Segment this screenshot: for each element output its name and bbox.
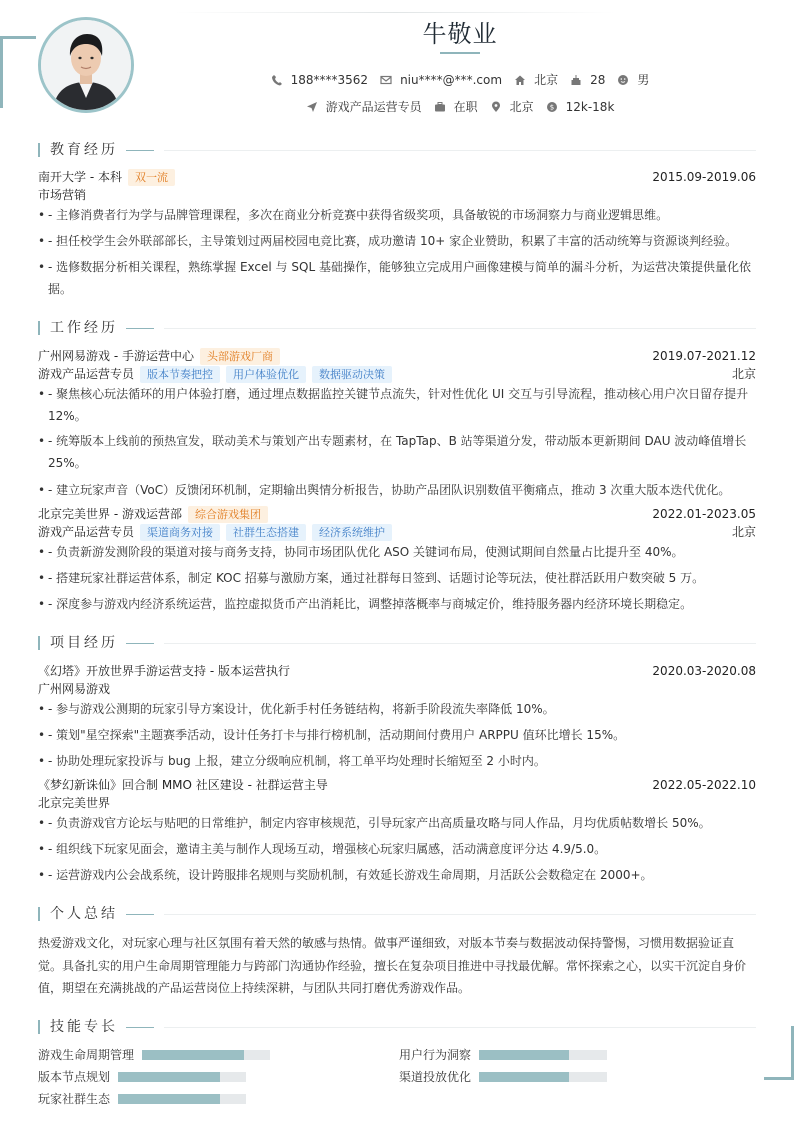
location-text: 北京: [534, 73, 559, 87]
phone-item: [271, 73, 368, 87]
job-dates: 2022.01-2023.05: [652, 507, 756, 521]
age-item: [570, 73, 605, 87]
svg-text:$: $: [549, 103, 554, 112]
section-marker: [38, 907, 40, 921]
project-title: 《幻塔》开放世界手游运营支持 - 版本运营执行: [38, 664, 290, 678]
skill-tag: 数据驱动决策: [312, 366, 392, 383]
skill-tag: 社群生态搭建: [226, 524, 306, 541]
section-marker: [38, 143, 40, 157]
list-item: • - 参与游戏公测期的玩家引导方案设计，优化新手村任务链结构，将新手阶段流失率降低 10%。: [38, 702, 555, 716]
job-intent-row: [0, 98, 794, 115]
project-org: 广州网易游戏: [38, 682, 111, 696]
candidate-name: 牛敬业: [422, 20, 498, 48]
section-accent-line: [126, 150, 154, 151]
skill-tag: 经济系统维护: [312, 524, 392, 541]
mail-icon: [380, 74, 392, 86]
project-dates: 2020.03-2020.08: [652, 664, 756, 678]
skill-label: 游戏生命周期管理: [38, 1048, 135, 1062]
expected-salary: 12k-18k: [565, 99, 615, 114]
list-item: • - 建立玩家声音（VoC）反馈闭环机制，定期输出舆情分析报告，协助产品团队识别数值平衡痛点，推动 3 次重大版本迭代优化。: [38, 483, 731, 497]
corner-decoration-bottom-right: [764, 1026, 794, 1080]
list-item: • - 搭建玩家社群运营体系，制定 KOC 招募与激励方案，通过社群每日签到、话题讨论等玩法，使社群活跃用户数突破 5 万。: [38, 571, 705, 585]
skill-label: 用户行为洞察: [399, 1048, 472, 1062]
section-marker: [38, 321, 40, 335]
project-header: [38, 662, 756, 680]
section-title: 工作经历: [50, 320, 118, 336]
position-item: [306, 98, 422, 115]
list-item: • - 负责新游发测阶段的渠道对接与商务支持，协同市场团队优化 ASO 关键词布局，使测试期间自然量占比提升至 40%。: [38, 545, 684, 559]
target-position: 游戏产品运营专员: [325, 100, 422, 114]
skill-bar-fill: [118, 1094, 220, 1104]
skill-tag: 版本节奏把控: [140, 366, 220, 383]
job-city: 北京: [731, 525, 756, 539]
list-item: • - 统筹版本上线前的预热宣发，联动美术与策划产出专题素材，在 TapTap、B 站等渠道分发，带动版本更新期间 DAU 波动峰值增长 25%。: [38, 434, 747, 470]
section-summary: [38, 904, 756, 924]
age-text: 28: [590, 72, 606, 87]
list-item: • - 深度参与游戏内经济系统运营，监控虚拟货币产出消耗比，调整掉落概率与商城定价，维持服务器内经济环境长期稳定。: [38, 597, 693, 611]
salary-item: [546, 100, 615, 114]
job-role: 游戏产品运营专员: [38, 367, 135, 381]
gender-item: [617, 71, 649, 88]
job-role: 游戏产品运营专员: [38, 525, 135, 539]
section-title: 教育经历: [50, 142, 118, 158]
contact-row: [0, 71, 794, 88]
section-work: [38, 318, 756, 338]
bullet-text: - 选修数据分析相关课程，熟练掌握 Excel 与 SQL 基础操作，能够独立完成用户画像建模与简单的漏斗分析，为运营决策提供量化依据。: [48, 260, 751, 296]
target-city: 北京: [509, 100, 534, 114]
skill-bar: [142, 1050, 270, 1060]
bullet-text: - 策划"星空探索"主题赛季活动，设计任务打卡与排行榜机制，活动期间付费用户 ARPPU 值环比增长 15%。: [48, 728, 626, 742]
list-item: • - 主修消费者行为学与品牌管理课程，多次在商业分析竞赛中获得省级奖项，具备敏锐的市场洞察力与商业逻辑思维。: [38, 208, 669, 222]
bullet-text: - 运营游戏内公会战系统，设计跨服排名规则与奖励机制，有效延长游戏生命周期，月活跃公会数稳定在 2000+。: [48, 868, 653, 882]
skill-bar-fill: [479, 1050, 569, 1060]
skill-bar-fill: [142, 1050, 244, 1060]
job-dates: 2019.07-2021.12: [652, 349, 756, 363]
job-city: 北京: [731, 367, 756, 381]
education-major-line: [38, 186, 756, 204]
phone-number: 188****3562: [290, 72, 369, 87]
face-icon: [617, 74, 629, 86]
skill-label: 玩家社群生态: [38, 1092, 111, 1106]
bullet-text: - 负责新游发测阶段的渠道对接与商务支持，协同市场团队优化 ASO 关键词布局，使测试期间自然量占比提升至 40%。: [48, 545, 684, 559]
section-skills: [38, 1017, 756, 1037]
skill-bar-fill: [118, 1072, 220, 1082]
bullet-text: - 负责游戏官方论坛与贴吧的日常维护，制定内容审核规范，引导玩家产出高质量攻略与同人作品，月均优质帖数增长 50%。: [48, 816, 711, 830]
company-tag: 头部游戏厂商: [200, 348, 280, 365]
project-header: [38, 776, 756, 794]
list-item: • - 组织线下玩家见面会，邀请主美与制作人现场互动，增强核心玩家归属感，活动满意度评分达 4.9/5.0。: [38, 842, 607, 856]
list-item: • - 选修数据分析相关课程，熟练掌握 Excel 与 SQL 基础操作，能够独立完成用户画像建模与简单的漏斗分析，为运营决策提供量化依据。: [38, 260, 751, 296]
education-header: [38, 168, 756, 186]
skill-tag: 渠道商务对接: [140, 524, 220, 541]
cake-icon: [570, 74, 582, 86]
status-item: [434, 98, 478, 115]
skill-bar: [479, 1072, 607, 1082]
section-marker: [38, 1020, 40, 1034]
bullet-text: - 主修消费者行为学与品牌管理课程，多次在商业分析竞赛中获得省级奖项，具备敏锐的市场洞察力与商业逻辑思维。: [48, 208, 669, 222]
bullet-text: - 搭建玩家社群运营体系，制定 KOC 招募与激励方案，通过社群每日签到、话题讨论等玩法，使社群活跃用户数突破 5 万。: [48, 571, 705, 585]
skill-bar-fill: [479, 1072, 569, 1082]
section-education: [38, 140, 756, 160]
bullet-text: - 担任校学生会外联部部长，主导策划过两届校园电竞比赛，成功邀请 10+ 家企业赞助，积累了丰富的活动统筹与资源谈判经验。: [48, 234, 738, 248]
phone-icon: [271, 74, 283, 86]
bullet-text: - 建立玩家声音（VoC）反馈闭环机制，定期输出舆情分析报告，协助产品团队识别数值平衡痛点，推动 3 次重大版本迭代优化。: [48, 483, 731, 497]
name-underline: [440, 52, 480, 54]
job-role-line: [38, 523, 756, 541]
briefcase-icon: [434, 101, 446, 113]
bullet-text: - 参与游戏公测期的玩家引导方案设计，优化新手村任务链结构，将新手阶段流失率降低 10%。: [48, 702, 555, 716]
skill-label: 版本节点规划: [38, 1070, 111, 1084]
company-name: 北京完美世界 - 游戏运营部: [38, 507, 182, 521]
project-org-line: [38, 794, 756, 812]
bullet-text: - 统筹版本上线前的预热宣发，联动美术与策划产出专题素材，在 TapTap、B 站等渠道分发，带动版本更新期间 DAU 波动峰值增长 25%。: [48, 434, 747, 470]
bullet-text: - 组织线下玩家见面会，邀请主美与制作人现场互动，增强核心玩家归属感，活动满意度评分达 4.9/5.0。: [48, 842, 607, 856]
skill-bar: [118, 1094, 246, 1104]
education-dates: 2015.09-2019.06: [652, 170, 756, 184]
list-item: • - 聚焦核心玩法循环的用户体验打磨，通过埋点数据监控关键节点流失，针对性优化 UI 交互与引导流程，推动核心用户次日留存提升 12%。: [38, 387, 749, 423]
major: 市场营销: [38, 188, 87, 202]
bullet-text: - 深度参与游戏内经济系统运营，监控虚拟货币产出消耗比，调整掉落概率与商城定价，维持服务器内经济环境长期稳定。: [48, 597, 693, 611]
section-rule: [164, 328, 756, 329]
avatar-photo: [41, 20, 131, 110]
map-pin-icon: [490, 101, 502, 113]
email-address: niu****@***.com: [400, 72, 503, 87]
company-tag: 综合游戏集团: [188, 506, 268, 523]
section-accent-line: [126, 914, 154, 915]
bullet-text: - 协助处理玩家投诉与 bug 上报，建立分级响应机制，将工单平均处理时长缩短至 2 小时内。: [48, 754, 546, 768]
header-divider: [175, 12, 615, 13]
list-item: • - 运营游戏内公会战系统，设计跨服排名规则与奖励机制，有效延长游戏生命周期，月活跃公会数稳定在 2000+。: [38, 868, 653, 882]
bullet-text: - 聚焦核心玩法循环的用户体验打磨，通过埋点数据监控关键节点流失，针对性优化 UI 交互与引导流程，推动核心用户次日留存提升 12%。: [48, 387, 749, 423]
section-projects: [38, 633, 756, 653]
home-icon: [514, 74, 526, 86]
city-item: [490, 98, 534, 115]
project-org-line: [38, 680, 756, 698]
project-dates: 2022.05-2022.10: [652, 778, 756, 792]
list-item: • - 负责游戏官方论坛与贴吧的日常维护，制定内容审核规范，引导玩家产出高质量攻略与同人作品，月均优质帖数增长 50%。: [38, 816, 711, 830]
skill-bar: [479, 1050, 607, 1060]
section-accent-line: [126, 328, 154, 329]
section-title: 项目经历: [50, 635, 118, 651]
section-rule: [164, 1027, 756, 1028]
list-item: • - 担任校学生会外联部部长，主导策划过两届校园电竞比赛，成功邀请 10+ 家企业赞助，积累了丰富的活动统筹与资源谈判经验。: [38, 234, 738, 248]
gender-text: 男: [637, 73, 650, 87]
list-item: • - 策划"星空探索"主题赛季活动，设计任务打卡与排行榜机制，活动期间付费用户 ARPPU 值环比增长 15%。: [38, 728, 626, 742]
section-title: 技能专长: [50, 1019, 118, 1035]
section-rule: [164, 914, 756, 915]
job-header: [38, 347, 756, 365]
company-name: 广州网易游戏 - 手游运营中心: [38, 349, 194, 363]
section-accent-line: [126, 643, 154, 644]
skill-bar: [118, 1072, 246, 1082]
project-title: 《梦幻新诛仙》回合制 MMO 社区建设 - 社群运营主导: [38, 778, 328, 792]
school-name: 南开大学 - 本科: [38, 170, 122, 184]
job-role-line: [38, 365, 756, 383]
skill-label: 渠道投放优化: [399, 1070, 472, 1084]
email-item: [380, 73, 502, 87]
project-org: 北京完美世界: [38, 796, 111, 810]
section-rule: [164, 150, 756, 151]
section-accent-line: [126, 1027, 154, 1028]
location-item: [514, 71, 558, 88]
money-icon: [546, 101, 558, 113]
section-title: 个人总结: [50, 906, 118, 922]
school-tag: 双一流: [128, 169, 175, 186]
skill-tag: 用户体验优化: [226, 366, 306, 383]
section-rule: [164, 643, 756, 644]
send-icon: [306, 101, 318, 113]
job-status: 在职: [453, 100, 478, 114]
job-header: [38, 505, 756, 523]
list-item: • - 协助处理玩家投诉与 bug 上报，建立分级响应机制，将工单平均处理时长缩短至 2 小时内。: [38, 754, 546, 768]
summary-text: 热爱游戏文化，对玩家心理与社区氛围有着天然的敏感与热情。做事严谨细致，对版本节奏与数据波动保持警惕，习惯用数据验证直觉。具备扎实的用户生命周期管理能力与跨部门沟通协作经验，擅长在复杂项目推进中寻找最优解。常怀探索之心，以实干沉淀自身价值，期望在充满挑战的产品运营岗位上持续深耕，与团队共同打磨优秀游戏作品。: [38, 936, 747, 995]
section-marker: [38, 636, 40, 650]
